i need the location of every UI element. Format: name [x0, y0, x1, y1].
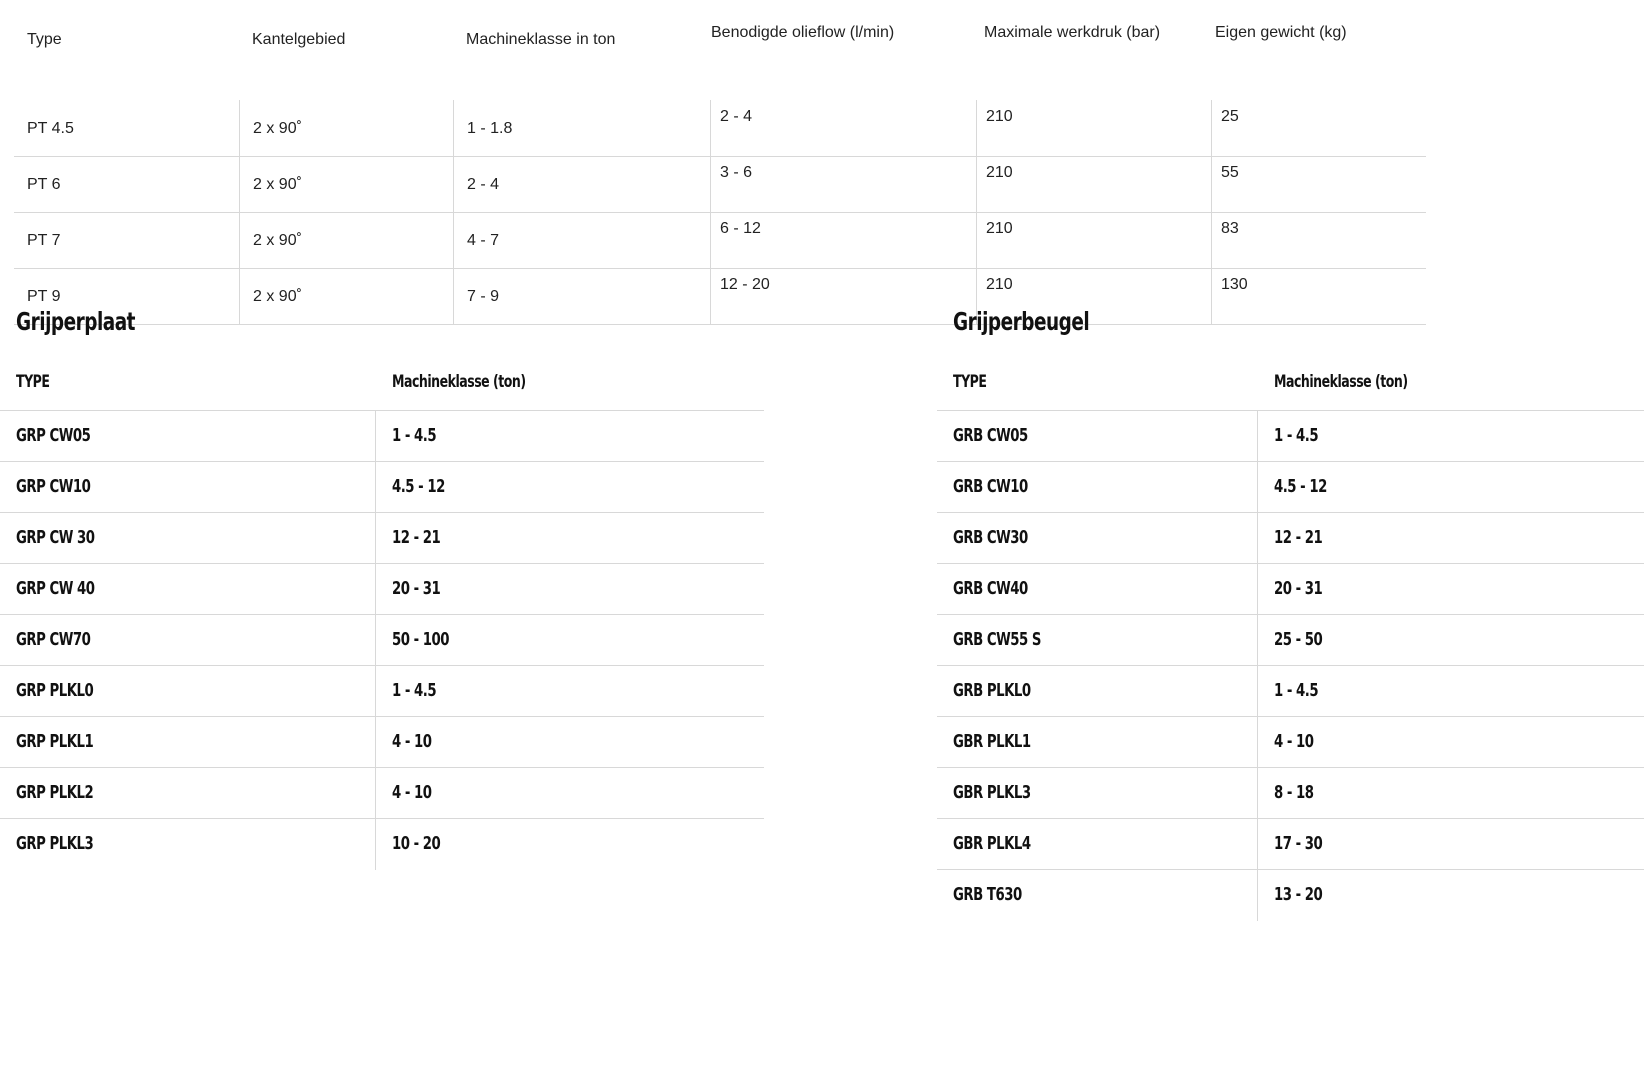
column-divider: [375, 462, 376, 512]
column-divider: [1257, 768, 1258, 818]
type-cell: GRP CW70: [16, 629, 91, 650]
spec-table-cell-text: 210: [986, 108, 1013, 125]
type-cell: GRB CW55 S: [953, 629, 1042, 650]
header-gewicht: Eigen gewicht (kg): [1215, 24, 1347, 41]
grijperplaat-header-type: TYPE: [16, 372, 50, 392]
spec-table-cell-text: PT 4.5: [27, 120, 74, 137]
spec-table-cell-text: 1 - 1.8: [467, 120, 513, 137]
type-cell: GRP PLKL1: [16, 731, 94, 752]
type-cell: GRP CW05: [16, 425, 91, 446]
machineklasse-cell: 13 - 20: [1274, 884, 1323, 905]
spec-table-cell: [14, 156, 239, 212]
column-divider: [375, 768, 376, 818]
machineklasse-cell: 20 - 31: [392, 578, 441, 599]
machineklasse-cell: 1 - 4.5: [1274, 425, 1319, 446]
grijperbeugel-title: Grijperbeugel: [953, 307, 1090, 336]
grijperplaat-section: [0, 307, 764, 907]
column-divider: [1257, 411, 1258, 461]
type-cell: GRP CW 40: [16, 578, 95, 599]
spec-table-cell: [976, 212, 1211, 268]
table-row: [0, 666, 764, 717]
spec-table-cell-text: 2 - 4: [720, 108, 753, 125]
grijperplaat-title: Grijperplaat: [16, 307, 136, 336]
grijperbeugel-header-machineklasse: Machineklasse (ton): [1274, 372, 1408, 392]
table-row: [937, 615, 1644, 666]
spec-table-cell-text: 12 - 20: [720, 276, 770, 293]
spec-table-cell: [1211, 100, 1426, 156]
grijperbeugel-table-header: [937, 358, 1644, 411]
table-row: [0, 717, 764, 768]
spec-table-header: [14, 0, 1426, 100]
spec-table-cell: [976, 100, 1211, 156]
machineklasse-cell: 4.5 - 12: [1274, 476, 1327, 497]
machineklasse-cell: 12 - 21: [1274, 527, 1323, 548]
spec-table-cell-text: 25: [1221, 108, 1239, 125]
table-row: [937, 411, 1644, 462]
spec-table-cell: [239, 156, 453, 212]
grijperplaat-table-header: [0, 358, 764, 411]
column-divider: [375, 615, 376, 665]
machineklasse-cell: 4 - 10: [392, 731, 432, 752]
spec-table-cell-text: 2 x 90˚: [253, 288, 302, 305]
column-divider: [1257, 666, 1258, 716]
machineklasse-cell: 50 - 100: [392, 629, 450, 650]
grijperbeugel-header-type: TYPE: [953, 372, 987, 392]
header-type: Type: [27, 31, 62, 48]
spec-table-row: [14, 212, 1426, 269]
spec-table-cell: [710, 212, 976, 268]
type-cell: GRP PLKL2: [16, 782, 94, 803]
column-divider: [1257, 819, 1258, 869]
machineklasse-cell: 1 - 4.5: [1274, 680, 1319, 701]
spec-table-cell: [710, 156, 976, 212]
column-divider: [1257, 870, 1258, 921]
spec-table-cell-text: 130: [1221, 276, 1248, 293]
column-divider: [375, 666, 376, 716]
spec-table-cell-text: PT 7: [27, 232, 61, 249]
spec-table-cell-text: 210: [986, 164, 1013, 181]
spec-table-cell-text: 4 - 7: [467, 232, 500, 249]
spec-table-cell-text: 2 x 90˚: [253, 232, 302, 249]
spec-table-cell-text: 7 - 9: [467, 288, 500, 305]
spec-table-cell: [14, 212, 239, 268]
type-cell: GRP PLKL0: [16, 680, 94, 701]
type-cell: GBR PLKL3: [953, 782, 1031, 803]
spec-table-cell: [1211, 212, 1426, 268]
spec-table-cell: [453, 156, 710, 212]
type-cell: GRP PLKL3: [16, 833, 94, 854]
machineklasse-cell: 20 - 31: [1274, 578, 1323, 599]
type-cell: GRP CW10: [16, 476, 91, 497]
table-row: [937, 870, 1644, 921]
machineklasse-cell: 1 - 4.5: [392, 680, 437, 701]
spec-table-cell: [239, 212, 453, 268]
machineklasse-cell: 4 - 10: [1274, 731, 1314, 752]
table-row: [937, 768, 1644, 819]
type-cell: GRB CW05: [953, 425, 1028, 446]
column-divider: [1257, 462, 1258, 512]
machineklasse-cell: 8 - 18: [1274, 782, 1314, 803]
column-divider: [375, 717, 376, 767]
grijperplaat-header-machineklasse: Machineklasse (ton): [392, 372, 526, 392]
spec-table-cell: [14, 100, 239, 156]
table-row: [0, 768, 764, 819]
spec-table-cell-text: PT 9: [27, 288, 61, 305]
spec-table-cell: [710, 100, 976, 156]
spec-table-cell-text: PT 6: [27, 176, 61, 193]
spec-table-cell-text: 2 - 4: [467, 176, 500, 193]
header-olieflow: Benodigde olieflow (l/min): [711, 24, 895, 41]
type-cell: GRP CW 30: [16, 527, 95, 548]
spec-table-cell-text: 210: [986, 220, 1013, 237]
type-cell: GRB T630: [953, 884, 1022, 905]
type-cell: GBR PLKL4: [953, 833, 1031, 854]
type-cell: GBR PLKL1: [953, 731, 1031, 752]
spec-table-cell-text: 210: [986, 276, 1013, 293]
machineklasse-cell: 4.5 - 12: [392, 476, 445, 497]
spec-table-row: [14, 156, 1426, 213]
column-divider: [1257, 615, 1258, 665]
spec-table-cell-text: 3 - 6: [720, 164, 753, 181]
type-cell: GRB CW40: [953, 578, 1028, 599]
spec-table-cell-text: 83: [1221, 220, 1239, 237]
column-divider: [1257, 513, 1258, 563]
header-machineklasse: Machineklasse in ton: [466, 31, 616, 48]
table-row: [0, 564, 764, 615]
machineklasse-cell: 4 - 10: [392, 782, 432, 803]
spec-table-cell: [453, 212, 710, 268]
spec-table-cell-text: 6 - 12: [720, 220, 761, 237]
table-row: [0, 615, 764, 666]
header-werkdruk: Maximale werkdruk (bar): [984, 24, 1161, 41]
table-row: [937, 666, 1644, 717]
column-divider: [375, 513, 376, 563]
table-row: [0, 819, 764, 870]
spec-table-cell: [453, 100, 710, 156]
table-row: [937, 564, 1644, 615]
table-row: [0, 462, 764, 513]
grijperbeugel-section: [937, 307, 1644, 947]
column-divider: [1257, 564, 1258, 614]
machineklasse-cell: 25 - 50: [1274, 629, 1323, 650]
type-cell: GRB CW10: [953, 476, 1028, 497]
spec-table-cell: [976, 156, 1211, 212]
header-kantelgebied: Kantelgebied: [252, 31, 346, 48]
table-row: [937, 513, 1644, 564]
machineklasse-cell: 12 - 21: [392, 527, 441, 548]
type-cell: GRB PLKL0: [953, 680, 1031, 701]
table-row: [937, 462, 1644, 513]
machineklasse-cell: 1 - 4.5: [392, 425, 437, 446]
machineklasse-cell: 17 - 30: [1274, 833, 1323, 854]
table-row: [937, 819, 1644, 870]
column-divider: [375, 564, 376, 614]
spec-table-row: [14, 100, 1426, 157]
spec-table: [14, 0, 1426, 305]
spec-table-cell: [1211, 156, 1426, 212]
spec-table-cell-text: 55: [1221, 164, 1239, 181]
column-divider: [375, 411, 376, 461]
spec-table-cell-text: 2 x 90˚: [253, 176, 302, 193]
table-row: [0, 411, 764, 462]
spec-table-cell-text: 2 x 90˚: [253, 120, 302, 137]
table-row: [937, 717, 1644, 768]
type-cell: GRB CW30: [953, 527, 1028, 548]
column-divider: [375, 819, 376, 870]
column-divider: [1257, 717, 1258, 767]
spec-table-cell: [239, 100, 453, 156]
machineklasse-cell: 10 - 20: [392, 833, 441, 854]
table-row: [0, 513, 764, 564]
